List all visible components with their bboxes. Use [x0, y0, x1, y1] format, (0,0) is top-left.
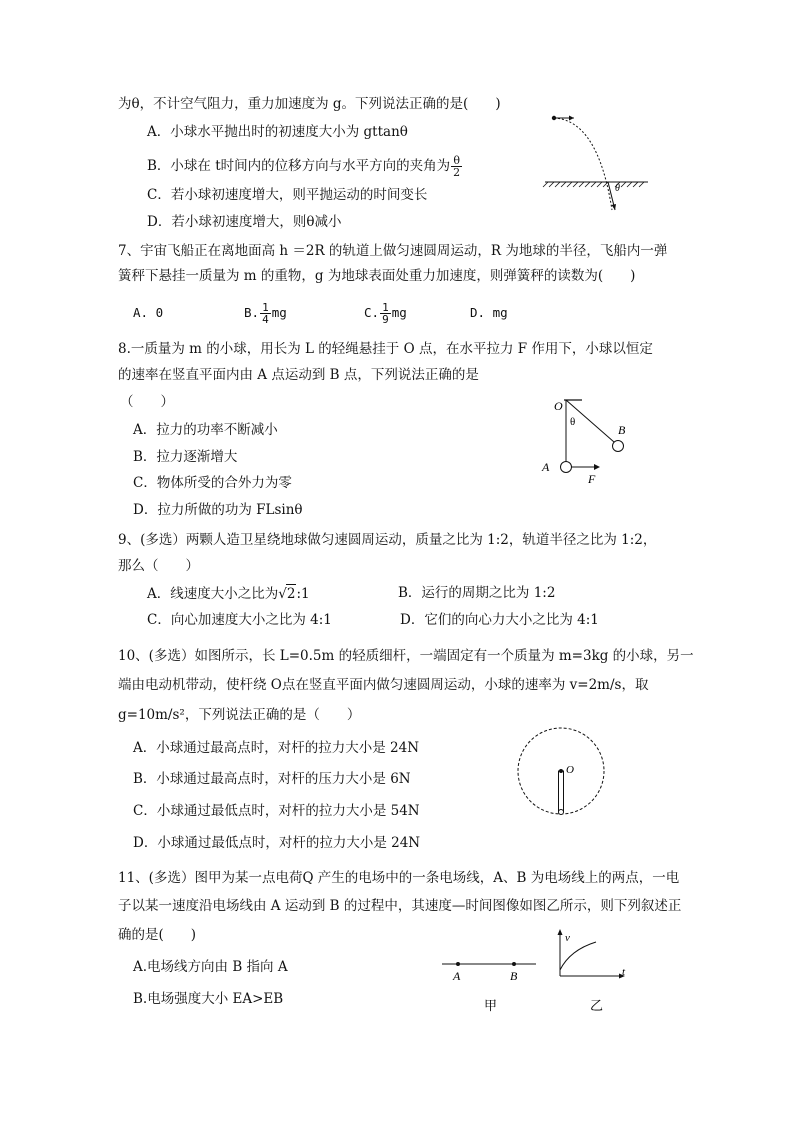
q10-stem-line2: 端由电动机带动，使杆绕 O点在竖直平面内做匀速圆周运动，小球的速率为 v=2m/s，取 [118, 677, 649, 693]
q7-stem-line1: 7、宇宙飞船正在离地面高 h ＝2R 的轨道上做匀速圆周运动，R 为地球的半径，飞船内一弹 [118, 243, 668, 259]
q10-pivot [559, 769, 563, 773]
q8-label-theta: θ [570, 416, 576, 428]
q7-stem-line2: 簧秤下悬挂一质量为 m 的重物，g 为地球表面处重力加速度，则弹簧秤的读数为( ) [118, 268, 636, 284]
q10-ball [559, 810, 564, 815]
q7-option-c-fraction [380, 302, 391, 325]
q9-option-a [147, 584, 310, 603]
q10-option-c: C．小球通过最低点时，对杆的拉力大小是 54N [133, 803, 420, 819]
q7-option-b-prefix: B. [244, 305, 260, 320]
q6-option-c: C．若小球初速度增大，则平抛运动的时间变长 [147, 187, 428, 203]
q7-option-c [364, 302, 407, 325]
q7-option-b [244, 302, 287, 325]
q6-frac-num: θ [451, 155, 462, 167]
q7-c-den: 9 [382, 313, 389, 326]
q8-option-a: A．拉力的功率不断减小 [133, 422, 278, 438]
q6-figure-theta: θ [615, 183, 620, 194]
q9-sqrt-sign: √ [278, 586, 287, 602]
q7-option-c-suffix: mg [391, 305, 407, 320]
q6-frac-den: 2 [453, 166, 461, 179]
q9-option-a-suffix: :1 [296, 586, 310, 602]
q8-pendulum-figure [538, 392, 638, 492]
q10-rod [559, 771, 564, 811]
q6-option-d: D．若小球初速度增大，则θ减小 [147, 214, 342, 230]
q11-velocity-curve [560, 942, 596, 970]
q7-option-b-suffix: mg [271, 305, 287, 320]
q6-projectile-figure [540, 110, 650, 220]
q10-stem-line1: 10、(多选）如图所示，长 L=0.5m 的轻质细杆，一端固定有一个质量为 m=3kg 的小球，另一 [118, 648, 694, 664]
q7-option-c-prefix: C. [364, 305, 380, 320]
q7-c-num: 1 [382, 301, 389, 314]
q8-ball-b [613, 441, 624, 452]
q9-option-b: B．运行的周期之比为 1:2 [398, 585, 556, 601]
q11-label-v: v [565, 932, 570, 944]
q11-label-t: t [622, 966, 626, 978]
q11-velocity-time-graph [552, 924, 632, 1024]
q11-stem-line2: 子以某一速度沿电场线由 A 运动到 B 的过程中，其速度—时间图像如图乙所示，则下列叙述正 [118, 898, 682, 914]
q7-option-a: A. 0 [133, 305, 164, 320]
q6-stem-continuation: 为θ，不计空气阻力，重力加速度为 g。下列说法正确的是( ) [118, 96, 501, 112]
q8-stem-line2: 的速率在竖直平面内由 A 点运动到 B 点，下列说法正确的是 [118, 367, 479, 383]
q8-ball-a [561, 462, 572, 473]
q9-option-c: C．向心加速度大小之比为 4:1 [147, 612, 332, 628]
q8-label-o: O [554, 399, 563, 413]
q11-option-a: A.电场线方向由 B 指向 A [133, 959, 288, 975]
q8-stem-line1: 8.一质量为 m 的小球，用长为 L 的轻绳悬挂于 O 点，在水平拉力 F 作用下，小球以恒定 [118, 341, 653, 357]
q8-label-b: B [618, 423, 626, 437]
q10-option-a: A．小球通过最高点时，对杆的拉力大小是 24N [133, 740, 420, 756]
q11-stem-line1: 11、(多选）图甲为某一点电荷Q 产生的电场中的一条电场线，A、B 为电场线上的两点，一电 [118, 870, 680, 886]
q10-label-o: O [566, 764, 574, 776]
q7-option-b-fraction [260, 302, 271, 325]
q11-label-a: A [453, 969, 461, 983]
q8-label-a: A [542, 460, 550, 474]
q10-stem-line3: g=10m/s²，下列说法正确的是（ ） [118, 707, 361, 723]
q10-rotating-rod-figure [514, 724, 610, 820]
q6-arrow-head [569, 116, 574, 121]
q11-field-line-figure [440, 950, 550, 1020]
q8-option-c: C．物体所受的合外力为零 [133, 475, 292, 491]
q8-force-arrowhead [594, 464, 600, 470]
q6-option-b-fraction [451, 155, 462, 178]
q9-stem-line1: 9、(多选）两颗人造卫星绕地球做匀速圆周运动，质量之比为 1:2，轨道半径之比为 1:2， [118, 532, 657, 548]
q9-sqrt-radicand: 2 [286, 586, 296, 602]
q11-caption-yi: 乙 [590, 998, 604, 1013]
q8-option-d: D．拉力所做的功为 FLsinθ [133, 502, 303, 518]
q8-option-b: B．拉力逐渐增大 [133, 449, 238, 465]
q10-option-b: B．小球通过最高点时，对杆的压力大小是 6N [133, 771, 411, 787]
q6-ground-hatching [543, 182, 644, 187]
q6-option-b-text: B．小球在 t时间内的位移方向与水平方向的夹角为 [147, 158, 451, 174]
q11-caption-jia: 甲 [484, 998, 498, 1013]
q8-label-f: F [588, 472, 596, 486]
q11-point-a [456, 962, 460, 966]
q9-stem-line2: 那么（ ） [118, 558, 199, 574]
q11-label-b: B [510, 969, 518, 983]
q6-trajectory [554, 118, 612, 210]
q7-option-d: D. mg [470, 305, 508, 320]
q7-b-num: 1 [262, 301, 269, 314]
q10-option-d: D．小球通过最低点时，对杆的拉力大小是 24N [133, 835, 421, 851]
q11-option-b: B.电场强度大小 EA>EB [133, 991, 284, 1007]
q7-b-den: 4 [262, 313, 269, 326]
q8-answer-blank: （ ） [120, 394, 174, 410]
q11-v-axis-arrowhead [558, 929, 563, 935]
q6-option-a: A．小球水平抛出时的初速度大小为 gttanθ [147, 124, 408, 140]
q9-option-a-prefix: A．线速度大小之比为 [147, 586, 279, 602]
q6-option-b [147, 155, 463, 178]
q9-option-d: D．它们的向心力大小之比为 4:1 [400, 612, 599, 628]
q11-point-b [512, 962, 516, 966]
q11-stem-line3: 确的是( ) [118, 927, 197, 943]
